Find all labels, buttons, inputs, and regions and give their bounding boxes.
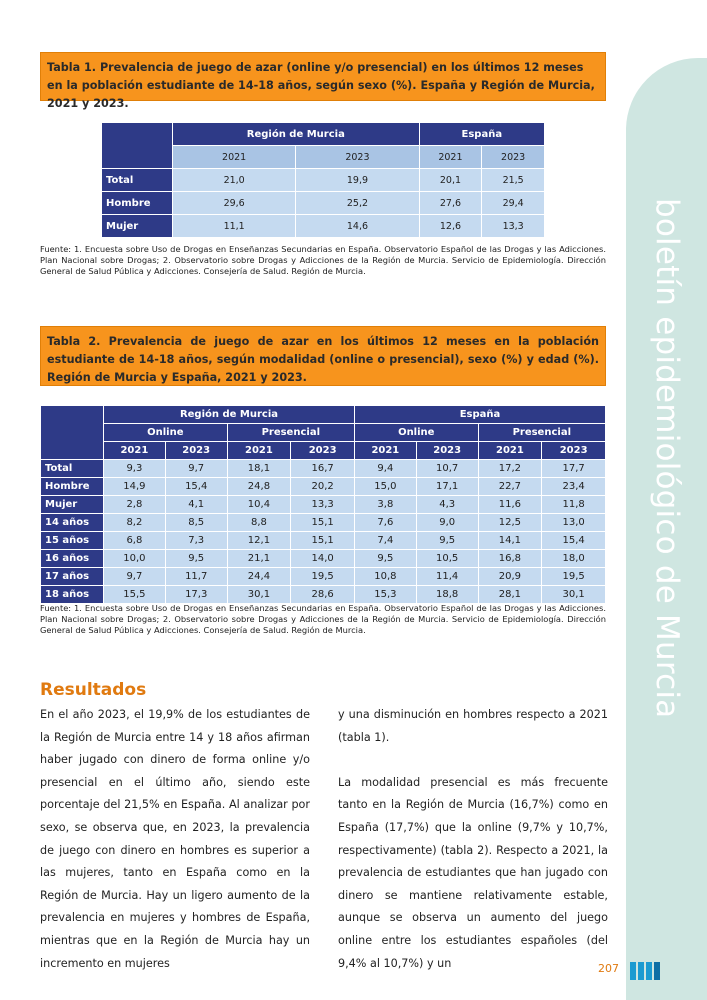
results-paragraph: En el año 2023, el 19,9% de los estudiantes de la Región de Murcia entre 14 y 18 años afirman haber jugado con dinero de forma online y/o presencial en el último año, siendo este porcentaje del 21,5% en España. Al analizar por sexo, se observa que, en 2023, la prevalencia de juego con dinero en hombres es superior a las mujeres, tanto en España como en la Región de Murcia. Hay un ligero aumento de la prevalencia en mujeres y hombres de España, mientras que en la Región de Murcia hay un incremento en mujeres <box>40 708 310 970</box>
table-row <box>41 568 606 586</box>
cell: 24,8 <box>227 478 291 496</box>
table-row <box>41 478 606 496</box>
row-label: Hombre <box>41 478 104 496</box>
cell: 12,6 <box>419 215 482 238</box>
cell: 10,7 <box>416 460 478 478</box>
cell: 14,6 <box>296 215 419 238</box>
table-row <box>41 532 606 550</box>
cell: 15,1 <box>291 532 355 550</box>
cell: 11,4 <box>416 568 478 586</box>
cell: 27,6 <box>419 192 482 215</box>
table-row <box>102 169 545 192</box>
table2-corner <box>41 406 104 460</box>
cell: 14,1 <box>478 532 542 550</box>
cell: 2,8 <box>104 496 166 514</box>
cell: 14,9 <box>104 478 166 496</box>
table1-group-murcia: Región de Murcia <box>173 123 420 146</box>
table-row <box>41 460 606 478</box>
cell: 17,7 <box>542 460 606 478</box>
cell: 9,7 <box>104 568 166 586</box>
row-label: Mujer <box>102 215 173 238</box>
cell: 17,3 <box>165 586 227 604</box>
results-right-column <box>338 704 608 975</box>
table2-mode: Online <box>354 424 478 442</box>
cell: 11,6 <box>478 496 542 514</box>
table2-mode: Online <box>104 424 228 442</box>
table2-year: 2021 <box>227 442 291 460</box>
cell: 17,1 <box>416 478 478 496</box>
cell: 10,0 <box>104 550 166 568</box>
table2-year: 2023 <box>291 442 355 460</box>
cell: 11,1 <box>173 215 296 238</box>
cell: 10,4 <box>227 496 291 514</box>
cell: 28,6 <box>291 586 355 604</box>
cell: 14,0 <box>291 550 355 568</box>
table1-title: Tabla 1. Prevalencia de juego de azar (online y/o presencial) en los últimos 12 meses en la población estudiante de 14-18 años, según sexo (%). España y Región de Murcia, 2021 y 2023. <box>40 52 606 101</box>
row-label: 15 años <box>41 532 104 550</box>
cell: 19,5 <box>291 568 355 586</box>
row-label: 14 años <box>41 514 104 532</box>
cell: 13,3 <box>291 496 355 514</box>
row-label: 16 años <box>41 550 104 568</box>
cell: 9,5 <box>416 532 478 550</box>
row-label: 18 años <box>41 586 104 604</box>
cell: 7,4 <box>354 532 416 550</box>
table2-year: 2021 <box>104 442 166 460</box>
cell: 10,8 <box>354 568 416 586</box>
cell: 15,1 <box>291 514 355 532</box>
table-row <box>41 550 606 568</box>
row-label: Total <box>41 460 104 478</box>
cell: 23,4 <box>542 478 606 496</box>
row-label: Hombre <box>102 192 173 215</box>
table2-year: 2023 <box>416 442 478 460</box>
cell: 15,5 <box>104 586 166 604</box>
table1-year: 2023 <box>482 146 545 169</box>
cell: 30,1 <box>227 586 291 604</box>
cell: 19,9 <box>296 169 419 192</box>
cell: 13,3 <box>482 215 545 238</box>
cell: 20,1 <box>419 169 482 192</box>
table1-source: Fuente: 1. Encuesta sobre Uso de Drogas en Enseñanzas Secundarias en España. Observatorio Español de las Drogas y las Adicciones. Plan Nacional sobre Drogas; 2. Observatorio sobre Drogas y Adicciones de la Región de Murcia. Servicio de Epidemiología. Dirección General de Salud Pública y Adicciones. Consejería de Salud. Región de Murcia. <box>40 244 606 276</box>
cell: 7,3 <box>165 532 227 550</box>
cell: 15,4 <box>542 532 606 550</box>
cell: 7,6 <box>354 514 416 532</box>
row-label: Mujer <box>41 496 104 514</box>
cell: 16,8 <box>478 550 542 568</box>
cell: 22,7 <box>478 478 542 496</box>
cell: 29,4 <box>482 192 545 215</box>
table-row <box>102 215 545 238</box>
cell: 16,7 <box>291 460 355 478</box>
cell: 9,5 <box>354 550 416 568</box>
cell: 19,5 <box>542 568 606 586</box>
cell: 15,3 <box>354 586 416 604</box>
table-row <box>41 496 606 514</box>
table1-corner <box>102 123 173 169</box>
side-band-title: boletín epidemiológico de Murcia <box>649 198 685 719</box>
page-marker-bars <box>630 962 666 980</box>
cell: 9,4 <box>354 460 416 478</box>
table2-title: Tabla 2. Prevalencia de juego de azar en los últimos 12 meses en la población estudiante de 14-18 años, según modalidad (online o presencial), sexo (%) y edad (%). Región de Murcia y España, 2021 y 2023. <box>40 326 606 386</box>
cell: 24,4 <box>227 568 291 586</box>
table2-year: 2023 <box>165 442 227 460</box>
row-label: 17 años <box>41 568 104 586</box>
cell: 3,8 <box>354 496 416 514</box>
table-row <box>41 586 606 604</box>
table1 <box>101 122 545 238</box>
row-label: Total <box>102 169 173 192</box>
page-number: 207 <box>598 962 619 975</box>
cell: 13,0 <box>542 514 606 532</box>
cell: 21,0 <box>173 169 296 192</box>
results-left-column <box>40 704 310 975</box>
cell: 4,1 <box>165 496 227 514</box>
cell: 18,1 <box>227 460 291 478</box>
cell: 8,5 <box>165 514 227 532</box>
cell: 28,1 <box>478 586 542 604</box>
table1-group-espana: España <box>419 123 544 146</box>
cell: 9,3 <box>104 460 166 478</box>
table-row <box>102 192 545 215</box>
cell: 11,7 <box>165 568 227 586</box>
cell: 4,3 <box>416 496 478 514</box>
results-paragraph: La modalidad presencial es más frecuente tanto en la Región de Murcia (16,7%) como en España (17,7%) que la online (9,7% y 10,7%, respectivamente) (tabla 2). Respecto a 2021, la prevalencia de estudiantes que han jugado con dinero se mantiene relativamente estable, aunque se observa un aumento del juego online entre los estudiantes españoles (del 9,4% al 10,7%) y un <box>338 775 608 970</box>
table2-year: 2021 <box>478 442 542 460</box>
cell: 8,8 <box>227 514 291 532</box>
results-heading: Resultados <box>40 680 147 700</box>
cell: 15,0 <box>354 478 416 496</box>
cell: 12,1 <box>227 532 291 550</box>
table2-group-murcia: Región de Murcia <box>104 406 355 424</box>
table2-group-espana: España <box>354 406 605 424</box>
cell: 6,8 <box>104 532 166 550</box>
cell: 20,2 <box>291 478 355 496</box>
table1-year: 2021 <box>419 146 482 169</box>
table2-year: 2021 <box>354 442 416 460</box>
cell: 25,2 <box>296 192 419 215</box>
cell: 20,9 <box>478 568 542 586</box>
results-paragraph: y una disminución en hombres respecto a 2021 (tabla 1). <box>338 708 608 744</box>
cell: 9,7 <box>165 460 227 478</box>
cell: 29,6 <box>173 192 296 215</box>
cell: 30,1 <box>542 586 606 604</box>
cell: 11,8 <box>542 496 606 514</box>
table1-year: 2023 <box>296 146 419 169</box>
cell: 21,1 <box>227 550 291 568</box>
table2-year: 2023 <box>542 442 606 460</box>
table-row <box>41 514 606 532</box>
cell: 15,4 <box>165 478 227 496</box>
cell: 18,0 <box>542 550 606 568</box>
cell: 17,2 <box>478 460 542 478</box>
cell: 8,2 <box>104 514 166 532</box>
cell: 21,5 <box>482 169 545 192</box>
table2-mode: Presencial <box>478 424 605 442</box>
cell: 10,5 <box>416 550 478 568</box>
cell: 9,0 <box>416 514 478 532</box>
table1-year: 2021 <box>173 146 296 169</box>
cell: 18,8 <box>416 586 478 604</box>
table2-mode: Presencial <box>227 424 354 442</box>
cell: 12,5 <box>478 514 542 532</box>
table2-source: Fuente: 1. Encuesta sobre Uso de Drogas en Enseñanzas Secundarias en España. Observatorio Español de las Drogas y las Adicciones. Plan Nacional sobre Drogas; 2. Observatorio sobre Drogas y Adicciones de la Región de Murcia. Servicio de Epidemiología. Dirección General de Salud Pública y Adicciones. Consejería de Salud. Región de Murcia. <box>40 603 606 635</box>
cell: 9,5 <box>165 550 227 568</box>
table2 <box>40 405 606 604</box>
